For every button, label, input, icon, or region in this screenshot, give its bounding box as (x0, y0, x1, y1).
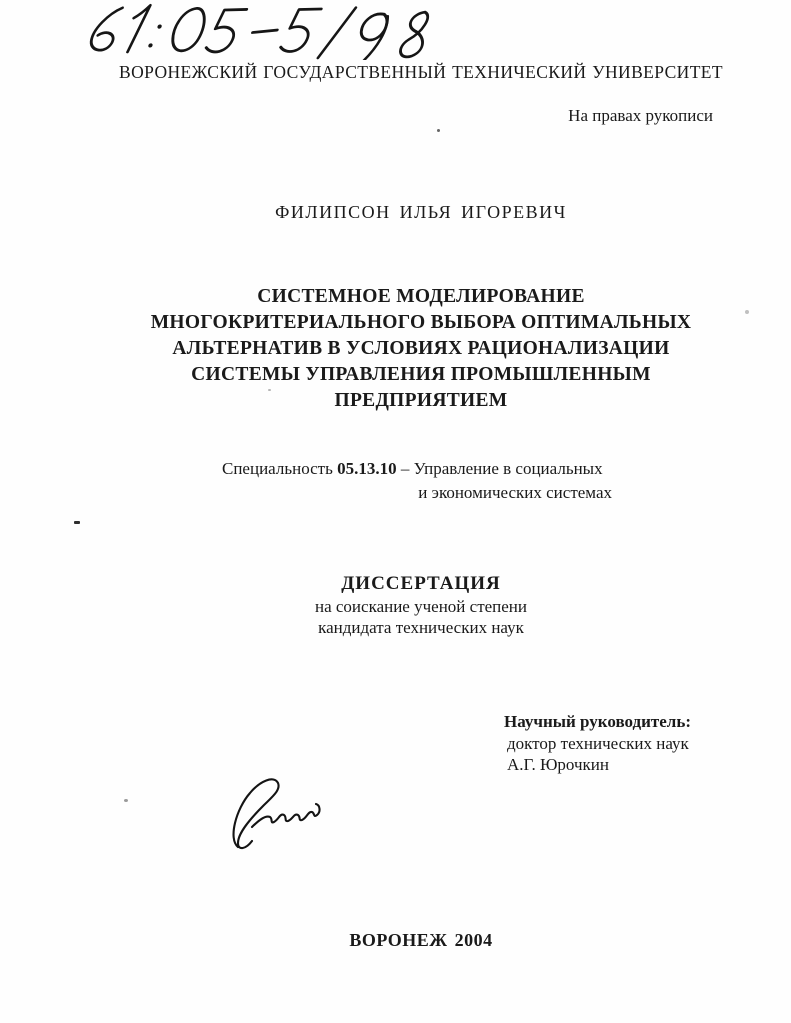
specialty-suffix: – Управление в социальных (396, 459, 603, 478)
author-name: ФИЛИПСОН ИЛЬЯ ИГОРЕВИЧ (275, 202, 567, 222)
specialty-prefix: Специальность (222, 459, 338, 478)
specialty-code: 05.13.10 (337, 459, 397, 478)
thesis-line-1: на соискание ученой степени (314, 597, 528, 616)
author-signature (224, 775, 328, 855)
handwritten-catalog-number (80, 2, 440, 60)
scan-speck (437, 129, 440, 132)
title-line-2: МНОГОКРИТЕРИАЛЬНОГО ВЫБОРА ОПТИМАЛЬНЫХ (150, 312, 692, 333)
supervisor-degree: доктор технических наук (507, 733, 689, 753)
specialty-block (222, 457, 612, 504)
dissertation-title (46, 284, 791, 414)
title-line-5: ПРЕДПРИЯТИЕМ (334, 390, 508, 411)
specialty-line-2: и экономических системах (418, 482, 612, 502)
thesis-line-2: кандидата технических наук (318, 618, 524, 637)
supervisor-block (504, 711, 754, 776)
title-line-4: СИСТЕМЫ УПРАВЛЕНИЯ ПРОМЫШЛЕННЫМ (191, 364, 651, 385)
catalog-number-strokes (80, 2, 440, 60)
scan-speck (268, 389, 271, 391)
thesis-heading: ДИССЕРТАЦИЯ (341, 573, 501, 594)
university-name: ВОРОНЕЖСКИЙ ГОСУДАРСТВЕННЫЙ ТЕХНИЧЕСКИЙ УНИВЕРСИТЕТ (119, 62, 723, 82)
signature-strokes (224, 775, 328, 855)
specialty-line-1 (222, 457, 612, 481)
title-line-1: СИСТЕМНОЕ МОДЕЛИРОВАНИЕ (257, 286, 585, 307)
manuscript-rights-note: На правах рукописи (568, 106, 713, 125)
city-year: ВОРОНЕЖ 2004 (349, 930, 493, 950)
supervisor-name: А.Г. Юрочкин (507, 755, 609, 774)
scan-speck (74, 521, 80, 524)
supervisor-label: Научный руководитель: (504, 712, 691, 731)
thesis-statement (46, 572, 791, 638)
scan-speck (745, 310, 749, 314)
title-line-3: АЛЬТЕРНАТИВ В УСЛОВИЯХ РАЦИОНАЛИЗАЦИИ (172, 338, 670, 359)
scan-speck (124, 799, 128, 802)
